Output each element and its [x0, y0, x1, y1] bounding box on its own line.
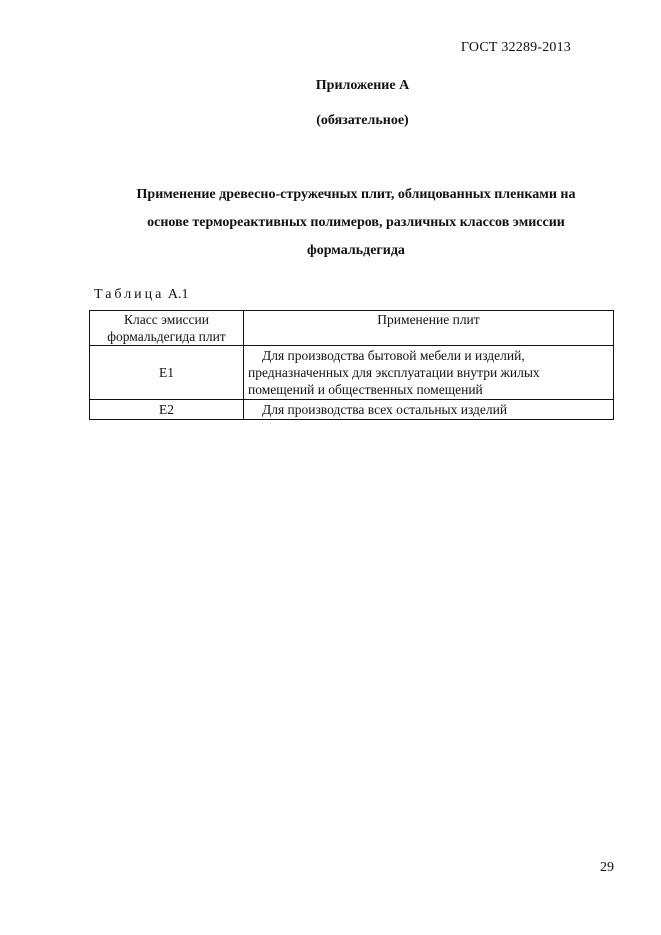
table-row — [90, 400, 614, 420]
cell-board-usage: Для производства всех остальных изделий — [244, 400, 614, 420]
table-caption-number: А.1 — [167, 287, 189, 302]
header-board-usage: Применение плит — [244, 311, 614, 346]
document-code: ГОСТ 32289-2013 — [460, 40, 571, 55]
header-emission-class: Класс эмиссии формальдегида плит — [90, 311, 244, 346]
table-caption — [94, 287, 189, 303]
cell-board-usage: Для производства бытовой мебели и изделий, предназначенных для эксплуатации внутри жилых помещений и общественных помещений — [244, 346, 614, 400]
cell-emission-class: Е2 — [90, 400, 244, 420]
page-number: 29 — [600, 860, 614, 875]
cell-emission-class: Е1 — [90, 346, 244, 400]
annex-heading: Применение древесно-стружечных плит, облицованных пленками на основе термореактивных полимеров, различных классов эмиссии формальдегида — [136, 187, 576, 258]
annex-status: (обязательное) — [316, 113, 409, 128]
table-row — [90, 346, 614, 400]
emission-class-table — [89, 310, 614, 420]
table-caption-word: Таблица — [94, 287, 165, 302]
table-header-row — [90, 311, 614, 346]
annex-title: Приложение А — [315, 78, 410, 93]
